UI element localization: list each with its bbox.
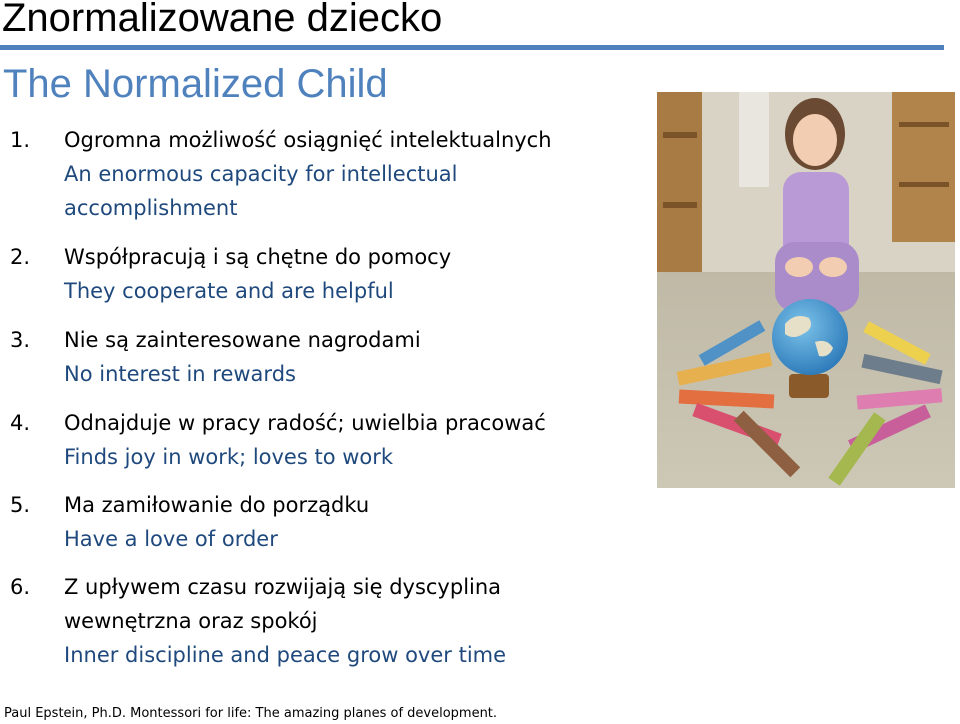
item-number: 2. <box>10 245 31 269</box>
item-number: 3. <box>10 328 31 352</box>
footer-citation: Paul Epstein, Ph.D. Montessori for life: The amazing planes of development. <box>4 706 498 721</box>
item-number: 4. <box>10 411 31 435</box>
item-text-english: Inner discipline and peace grow over time <box>64 643 507 667</box>
child-photo <box>657 92 955 488</box>
item-text-english: Have a love of order <box>64 527 278 551</box>
slide-title-polish: Znormalizowane dziecko <box>2 0 443 40</box>
item-text-polish: Nie są zainteresowane nagrodami <box>64 328 421 352</box>
item-text-polish: Ma zamiłowanie do porządku <box>64 493 370 517</box>
item-number: 6. <box>10 575 31 599</box>
item-text-polish: wewnętrzna oraz spokój <box>64 609 318 633</box>
item-number: 1. <box>10 128 31 152</box>
item-text-polish: Współpracują i są chętne do pomocy <box>64 245 452 269</box>
item-number: 5. <box>10 493 31 517</box>
item-text-english: Finds joy in work; loves to work <box>64 445 394 469</box>
item-text-english: An enormous capacity for intellectual <box>64 162 458 186</box>
item-text-english: No interest in rewards <box>64 362 296 386</box>
item-text-english: They cooperate and are helpful <box>64 279 394 303</box>
item-text-polish: Odnajduje w pracy radość; uwielbia pracować <box>64 411 546 435</box>
title-divider <box>0 45 944 50</box>
item-text-english: accomplishment <box>64 196 238 220</box>
item-text-polish: Z upływem czasu rozwijają się dyscyplina <box>64 575 502 599</box>
item-text-polish: Ogromna możliwość osiągnięć intelektualnych <box>64 128 552 152</box>
slide-title-english: The Normalized Child <box>3 62 388 106</box>
